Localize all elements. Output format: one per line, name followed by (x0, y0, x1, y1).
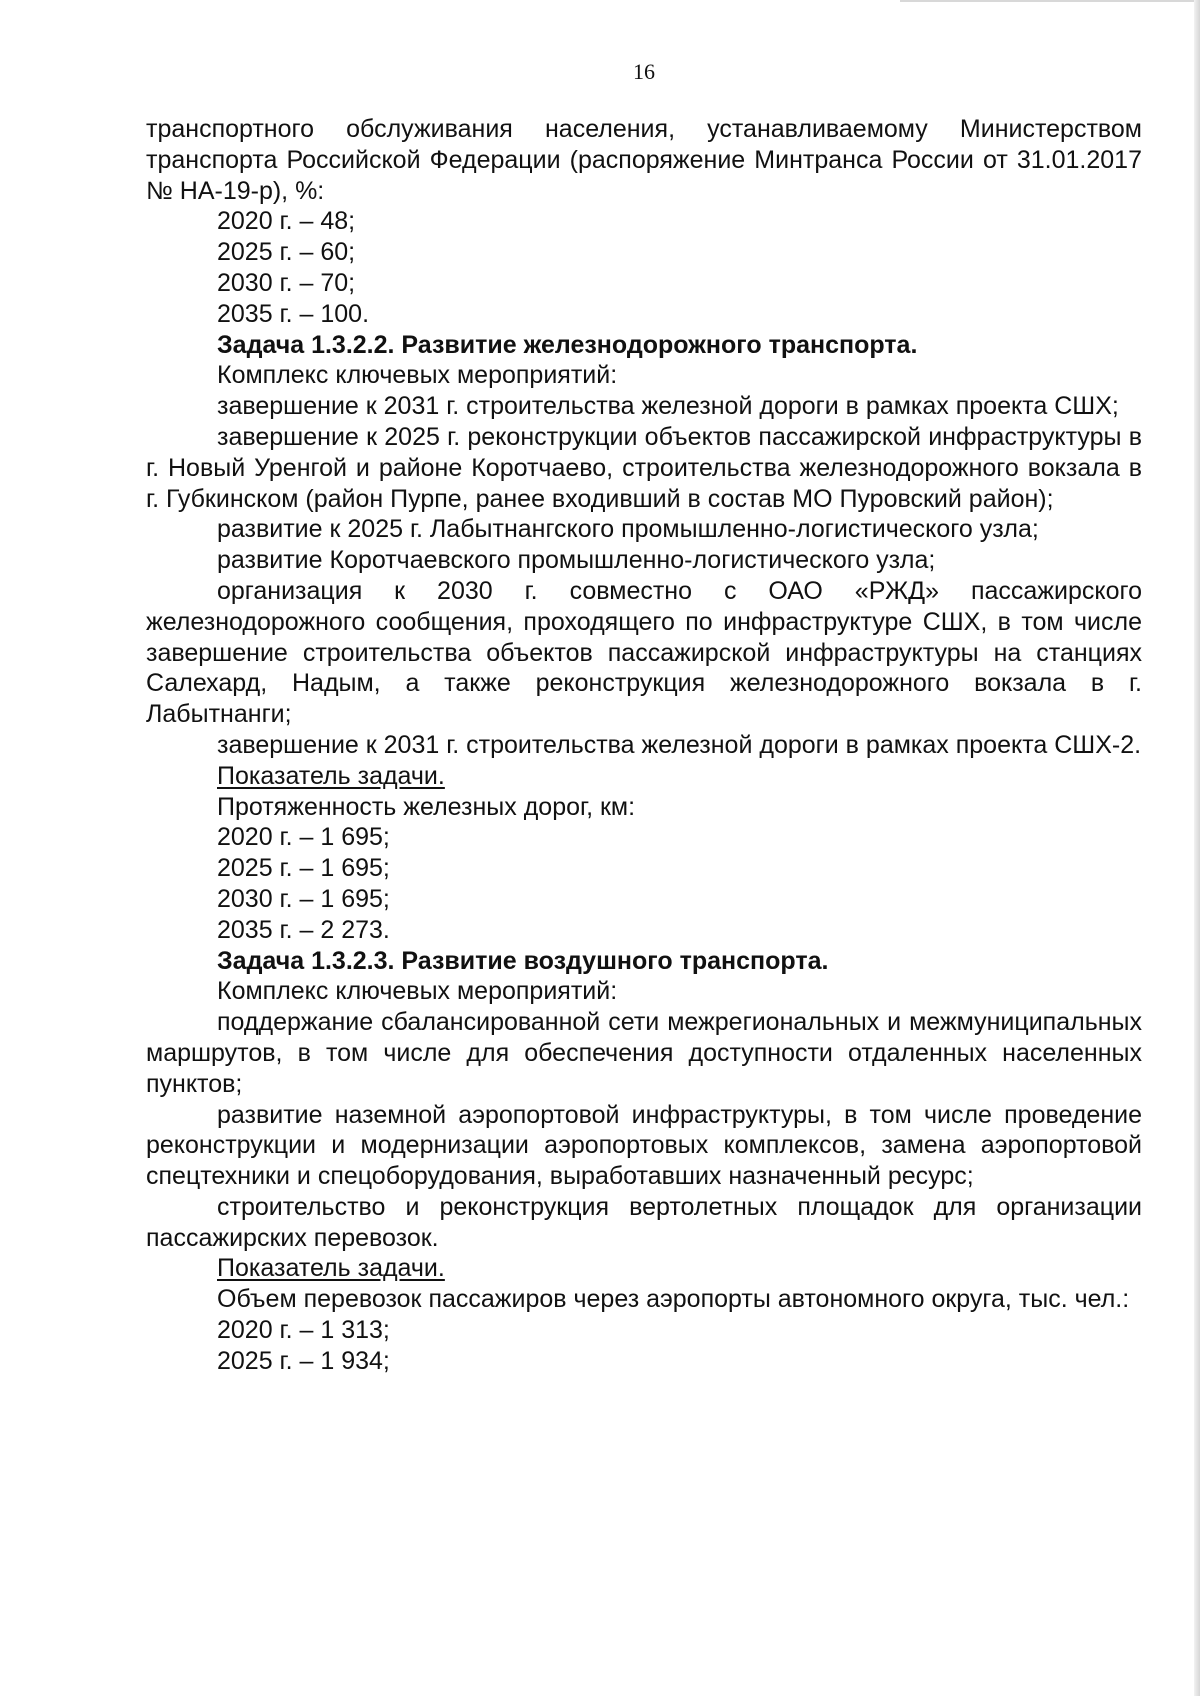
page-edge-top (900, 0, 1200, 2)
air-indicator-label (146, 1253, 1142, 1284)
rail-measure: развитие к 2025 г. Лабытнангского промышленно-логистического узла; (217, 515, 1039, 544)
bus-value-2035: 2035 г. – 100. (217, 299, 370, 328)
rail-measure: организация к 2030 г. совместно с ОАО «РЖД» пассажирского железнодорожного сообщения, проходящего по инфраструктуре СШХ, в том числе завершение строительства объектов пассажирской инфраструктуры на станциях Салехард, Надым, а также реконструкция железнодорожного вокзала в г. Лабытнанги; (146, 576, 1142, 729)
air-value-2020: 2020 г. – 1 313; (217, 1316, 390, 1345)
rail-indicator-label-text: Показатель задачи. (217, 761, 445, 790)
document-body (146, 114, 1142, 1377)
air-indicator-title: Объем перевозок пассажиров через аэропорты автономного округа, тыс. чел.: (217, 1285, 1130, 1314)
rail-indicator-label (146, 761, 1142, 792)
air-value-2025: 2025 г. – 1 934; (217, 1346, 390, 1375)
rail-value-2030: 2030 г. – 1 695; (217, 884, 390, 913)
rail-indicator-title: Протяженность железных дорог, км: (217, 792, 636, 821)
page-edge-right (1194, 0, 1200, 1696)
rail-measure: завершение к 2031 г. строительства железной дороги в рамках проекта СШХ-2. (217, 730, 1142, 759)
rail-value-2035: 2035 г. – 2 273. (217, 915, 390, 944)
task-rail-heading: Задача 1.3.2.2. Развитие железнодорожного транспорта. (217, 330, 918, 359)
rail-complex-label: Комплекс ключевых мероприятий: (217, 361, 618, 390)
rail-value-2025: 2025 г. – 1 695; (217, 854, 390, 883)
page-number: 16 (633, 59, 655, 84)
task-air-heading: Задача 1.3.2.3. Развитие воздушного транспорта. (217, 946, 829, 975)
rail-measure: завершение к 2031 г. строительства железной дороги в рамках проекта СШХ; (217, 392, 1119, 421)
air-measure: развитие наземной аэропортовой инфраструктуры, в том числе проведение реконструкции и модернизации аэропортовых комплексов, замена аэропортовой спецтехники и спецоборудования, выработавших назначенный ресурс; (146, 1100, 1142, 1191)
bus-value-2030: 2030 г. – 70; (217, 268, 356, 297)
rail-measure: развитие Коротчаевского промышленно-логистического узла; (217, 546, 936, 575)
rail-measure: завершение к 2025 г. реконструкции объектов пассажирской инфраструктуры в г. Новый Уренгой и районе Коротчаево, строительства железнодорожного вокзала в г. Губкинском (район Пурпе, ранее входивший в состав МО Пуровский район); (146, 422, 1142, 513)
bus-value-2020: 2020 г. – 48; (217, 207, 356, 236)
rail-value-2020: 2020 г. – 1 695; (217, 823, 390, 852)
air-measure: поддержание сбалансированной сети межрегиональных и межмуниципальных маршрутов, в том числе для обеспечения доступности отдаленных населенных пунктов; (146, 1008, 1142, 1098)
bus-value-2025: 2025 г. – 60; (217, 238, 356, 267)
air-complex-label: Комплекс ключевых мероприятий: (217, 977, 618, 1006)
air-indicator-label-text: Показатель задачи. (217, 1254, 445, 1283)
intro-paragraph: транспортного обслуживания населения, устанавливаемому Министерством транспорта Российской Федерации (распоряжение Минтранса России от 31.01.2017 № НА-19-р), %: (146, 115, 1142, 205)
air-measure: строительство и реконструкция вертолетных площадок для организации пассажирских перевозок. (146, 1192, 1142, 1252)
